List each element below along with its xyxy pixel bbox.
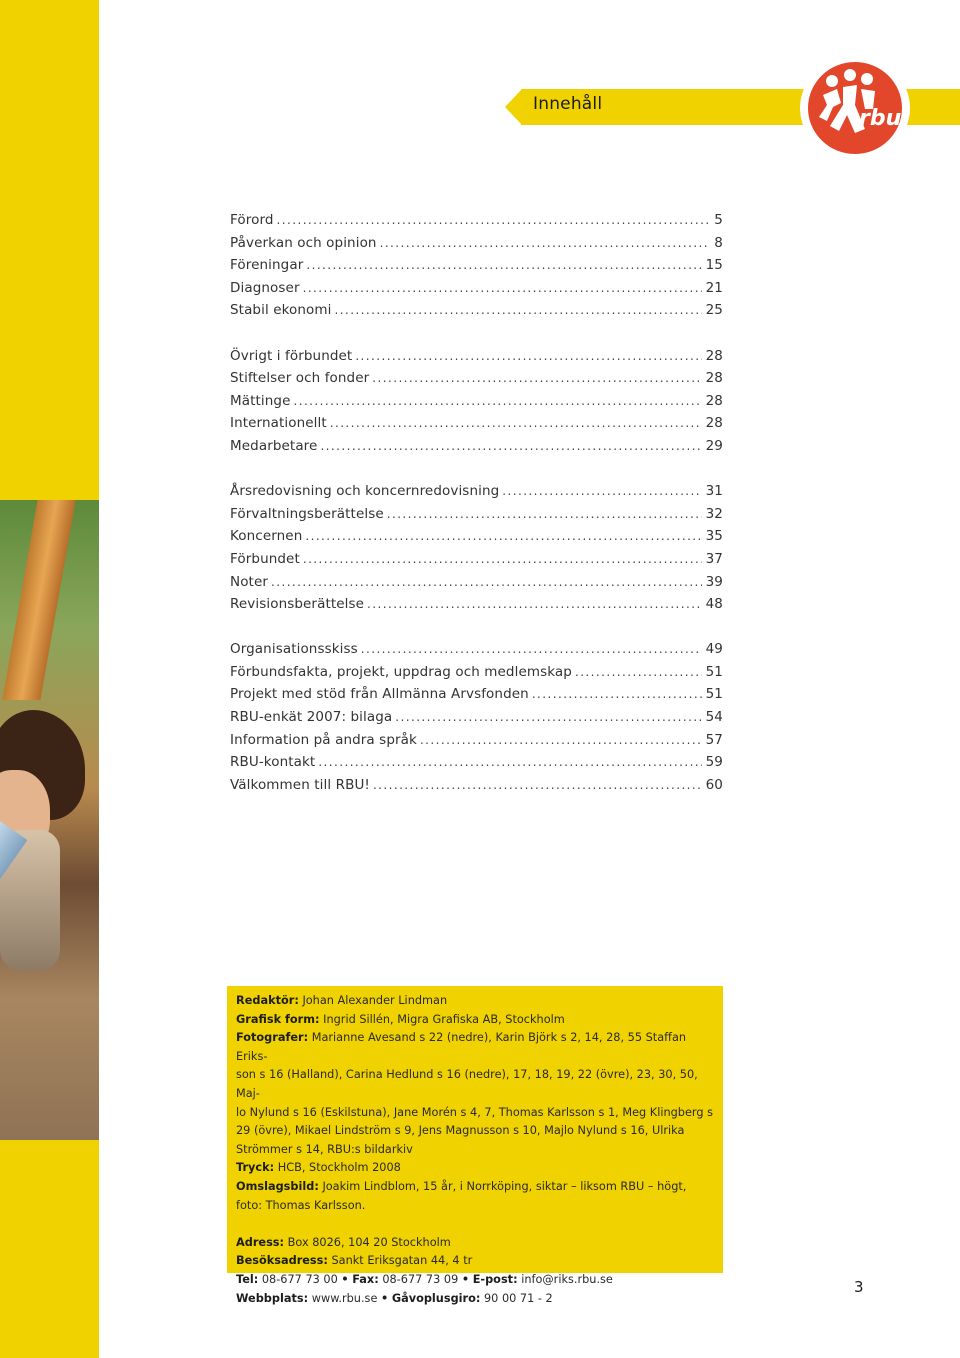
toc-entry-page: 37	[705, 550, 723, 567]
toc-entry-page: 49	[705, 641, 723, 658]
toc-leader-dots	[277, 209, 711, 232]
toc-entry[interactable]	[230, 729, 723, 752]
toc-entry-page: 28	[705, 392, 723, 409]
credit-cover: Omslagsbild: Joakim Lindblom, 15 år, i Norrköping, siktar – liksom RBU – högt,	[236, 1179, 687, 1193]
credits-box	[227, 986, 723, 1305]
toc-entry-page: 8	[714, 234, 723, 251]
cover-photo	[0, 500, 99, 1140]
toc-entry[interactable]	[230, 661, 723, 684]
credit-photo-cont: Strömmer s 14, RBU:s bildarkiv	[236, 1142, 413, 1156]
page-number: 3	[854, 1278, 864, 1296]
toc-entry-page: 57	[705, 731, 723, 748]
toc-entry-page: 51	[705, 686, 723, 703]
toc-entry[interactable]	[230, 480, 723, 503]
toc-leader-dots	[303, 548, 702, 571]
toc-leader-dots	[380, 232, 711, 255]
toc-entry-page: 28	[705, 415, 723, 432]
toc-entry-label: Förord	[230, 212, 274, 228]
toc-entry-label: Stabil ekonomi	[230, 302, 332, 319]
toc-leader-dots	[335, 299, 702, 322]
credit-visit-address: Besöksadress: Sankt Eriksgatan 44, 4 tr	[236, 1254, 473, 1268]
credit-photo: Fotografer: Marianne Avesand s 22 (nedre), Karin Björk s 2, 14, 28, 55 Staffan Eriks-	[236, 1031, 687, 1063]
toc-entry[interactable]	[230, 548, 723, 571]
toc-entry-page: 39	[705, 573, 723, 590]
credit-cover-cont: foto: Thomas Karlsson.	[236, 1198, 366, 1212]
toc-entry-label: Projekt med stöd från Allmänna Arvsfonden	[230, 686, 529, 703]
toc-entry-page: 28	[705, 370, 723, 387]
toc-entry-page: 35	[705, 528, 723, 545]
toc-group	[230, 480, 723, 616]
credits-text	[236, 992, 714, 1308]
toc-entry[interactable]	[230, 367, 723, 390]
toc-entry[interactable]	[230, 299, 723, 322]
toc-entry-label: Organisationsskiss	[230, 641, 358, 658]
toc-entry-page: 59	[705, 754, 723, 771]
credit-print: Tryck: HCB, Stockholm 2008	[236, 1161, 401, 1175]
toc-entry-page: 28	[705, 347, 723, 364]
toc-entry-page: 60	[705, 776, 723, 793]
toc-entry[interactable]	[230, 503, 723, 526]
toc-leader-dots	[373, 774, 702, 797]
toc-leader-dots	[330, 412, 702, 435]
credit-address: Adress: Box 8026, 104 20 Stockholm	[236, 1235, 451, 1249]
credit-photo-cont: 29 (övre), Mikael Lindström s 9, Jens Magnusson s 10, Majlo Nylund s 16, Ulrika	[236, 1124, 685, 1138]
toc-entry[interactable]	[230, 751, 723, 774]
toc-leader-dots	[320, 435, 701, 458]
toc-entry-page: 48	[705, 596, 723, 613]
toc-leader-dots	[306, 254, 701, 277]
toc-entry-label: Information på andra språk	[230, 731, 417, 748]
credit-photo-cont: son s 16 (Halland), Carina Hedlund s 16 (nedre), 17, 18, 19, 22 (övre), 23, 30, 50, Maj-	[236, 1068, 698, 1100]
toc-entry-label: Påverkan och opinion	[230, 234, 377, 251]
email-link[interactable]: info@riks.rbu.se	[521, 1272, 613, 1286]
toc-entry-page: 32	[705, 505, 723, 522]
page-title: Innehåll	[533, 94, 603, 114]
toc-entry-label: Internationellt	[230, 415, 327, 432]
toc-entry-label: Årsredovisning och koncernredovisning	[230, 483, 500, 500]
toc-leader-dots	[575, 661, 702, 684]
toc-entry-label: Mättinge	[230, 392, 291, 409]
credit-web: Webbplats: www.rbu.se • Gåvoplusgiro: 90 00 71 - 2	[236, 1291, 553, 1305]
toc-entry-page: 51	[705, 663, 723, 680]
credit-contact: Tel: 08-677 73 00 • Fax: 08-677 73 09 • E-post: info@riks.rbu.se	[236, 1272, 613, 1286]
toc-leader-dots	[367, 593, 702, 616]
toc-entry-page: 21	[705, 279, 723, 296]
toc-entry[interactable]	[230, 390, 723, 413]
toc-entry[interactable]	[230, 593, 723, 616]
toc-entry[interactable]	[230, 638, 723, 661]
header-arrow	[505, 89, 522, 125]
toc-leader-dots	[387, 503, 702, 526]
photo-wooden-beam	[2, 500, 75, 700]
credit-design: Grafisk form: Ingrid Sillén, Migra Grafiska AB, Stockholm	[236, 1012, 565, 1026]
toc-entry[interactable]	[230, 435, 723, 458]
toc-entry-label: Välkommen till RBU!	[230, 776, 370, 793]
toc-leader-dots	[532, 683, 702, 706]
toc-entry-label: Diagnoser	[230, 279, 300, 296]
toc-entry-label: Koncernen	[230, 528, 303, 545]
toc-entry-label: Föreningar	[230, 257, 304, 274]
toc-group	[230, 209, 723, 322]
toc-entry-label: Noter	[230, 573, 269, 590]
toc-leader-dots	[305, 525, 701, 548]
toc-leader-dots	[355, 345, 701, 368]
rbu-logo	[805, 59, 905, 157]
website-link[interactable]: www.rbu.se	[311, 1291, 378, 1305]
toc-entry-page: 54	[705, 709, 723, 726]
toc-entry[interactable]	[230, 345, 723, 368]
toc-entry-label: Förvaltningsberättelse	[230, 505, 384, 522]
toc-entry[interactable]	[230, 412, 723, 435]
toc-entry-label: Stiftelser och fonder	[230, 370, 370, 387]
toc-entry[interactable]	[230, 774, 723, 797]
credits-spacer	[236, 1215, 714, 1234]
toc-group	[230, 345, 723, 458]
toc-group	[230, 638, 723, 796]
toc-entry-page: 25	[705, 302, 723, 319]
toc-entry-page: 15	[705, 257, 723, 274]
toc-entry-label: Medarbetare	[230, 437, 318, 454]
logo-text: rbu	[859, 106, 902, 131]
toc-entry-label: RBU-enkät 2007: bilaga	[230, 709, 393, 726]
toc-entry-label: RBU-kontakt	[230, 754, 316, 771]
toc-entry-page: 31	[705, 483, 723, 500]
toc-entry-label: Övrigt i förbundet	[230, 347, 353, 364]
credit-photo-cont: lo Nylund s 16 (Eskilstuna), Jane Morén s 4, 7, Thomas Karlsson s 1, Meg Klingberg s	[236, 1105, 714, 1119]
toc-entry[interactable]	[230, 525, 723, 548]
toc-leader-dots	[271, 571, 702, 594]
toc-leader-dots	[318, 751, 701, 774]
toc-entry-page: 5	[714, 212, 723, 228]
toc-entry-page: 29	[705, 437, 723, 454]
toc-leader-dots	[303, 277, 702, 300]
credit-editor: Redaktör: Johan Alexander Lindman	[236, 994, 448, 1007]
toc-leader-dots	[361, 638, 702, 661]
toc-entry[interactable]	[230, 209, 723, 232]
toc-entry[interactable]	[230, 232, 723, 255]
toc-entry[interactable]	[230, 277, 723, 300]
table-of-contents	[230, 209, 723, 819]
toc-entry[interactable]	[230, 571, 723, 594]
toc-leader-dots	[294, 390, 702, 413]
toc-leader-dots	[372, 367, 701, 390]
toc-leader-dots	[502, 480, 701, 503]
toc-leader-dots	[395, 706, 701, 729]
toc-entry-label: Revisionsberättelse	[230, 596, 365, 613]
toc-leader-dots	[420, 729, 702, 752]
toc-entry[interactable]	[230, 706, 723, 729]
toc-entry[interactable]	[230, 683, 723, 706]
toc-entry-label: Förbundet	[230, 550, 300, 567]
toc-entry-label: Förbundsfakta, projekt, uppdrag och medlemskap	[230, 663, 572, 680]
toc-entry[interactable]	[230, 254, 723, 277]
